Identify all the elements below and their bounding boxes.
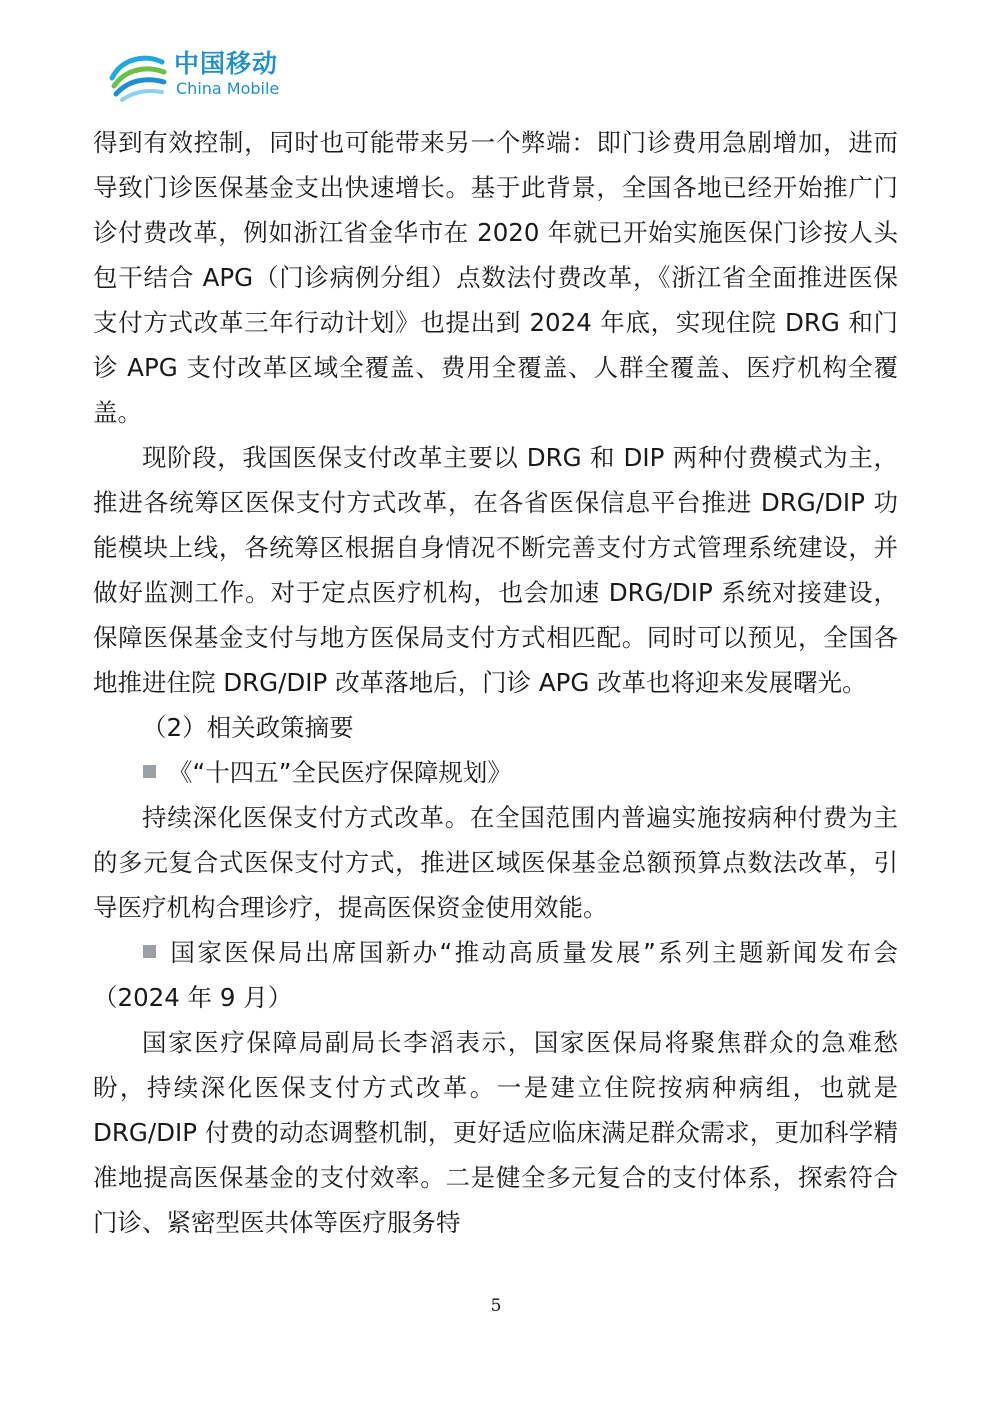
china-mobile-logo — [108, 46, 308, 106]
bullet-item-1 — [93, 750, 898, 795]
square-bullet-icon — [143, 945, 156, 958]
bullet-item-2-text: 国家医保局出席国新办“推动高质量发展”系列主题新闻发布会（2024 年 9 月） — [93, 938, 898, 1012]
paragraph-4: 国家医疗保障局副局长李滔表示，国家医保局将聚焦群众的急难愁盼，持续深化医保支付方式改革。一是建立住院按病种病组，也就是 DRG/DIP 付费的动态调整机制，更好适应临床满足群众需求，更加科学精准地提高医保基金的支付效率。二是健全多元复合的支付体系，探索符合门诊、紧密型医共体等医疗服务特 — [93, 1028, 898, 1237]
paragraph-3: 持续深化医保支付方式改革。在全国范围内普遍实施按病种付费为主的多元复合式医保支付方式，推进区域医保基金总额预算点数法改革，引导医疗机构合理诊疗，提高医保资金使用效能。 — [93, 803, 898, 922]
logo-text-cn: 中国移动 — [174, 49, 279, 78]
logo-text-en: China Mobile — [176, 79, 280, 98]
page-number: 5 — [490, 1296, 502, 1316]
bullet-item-2 — [93, 930, 898, 1020]
china-mobile-swirl-icon — [108, 48, 168, 104]
square-bullet-icon — [143, 765, 156, 778]
paragraph-2: 现阶段，我国医保支付改革主要以 DRG 和 DIP 两种付费模式为主，推进各统筹区医保支付方式改革，在各省医保信息平台推进 DRG/DIP 功能模块上线，各统筹区根据自身情况不断完善支付方式管理系统建设，并做好监测工作。对于定点医疗机构，也会加速 DRG/DIP 系统对接建设，保障医保基金支付与地方医保局支付方式相匹配。同时可以预见，全国各地推进住院 DRG/DIP 改革落地后，门诊 APG 改革也将迎来发展曙光。 — [93, 443, 898, 697]
document-body — [93, 120, 898, 1245]
paragraph-1: 得到有效控制，同时也可能带来另一个弊端：即门诊费用急剧增加，进而导致门诊医保基金支出快速增长。基于此背景，全国各地已经开始推广门诊付费改革，例如浙江省金华市在 2020 年就已开始实施医保门诊按人头包干结合 APG（门诊病例分组）点数法付费改革，《浙江省全面推进医保支付方式改革三年行动计划》也提出到 2024 年底，实现住院 DRG 和门诊 APG 支付改革区域全覆盖、费用全覆盖、人群全覆盖、医疗机构全覆盖。 — [93, 128, 898, 427]
bullet-item-1-text: 《“十四五”全民医疗保障规划》 — [168, 758, 512, 787]
sub-heading: （2）相关政策摘要 — [142, 713, 354, 742]
